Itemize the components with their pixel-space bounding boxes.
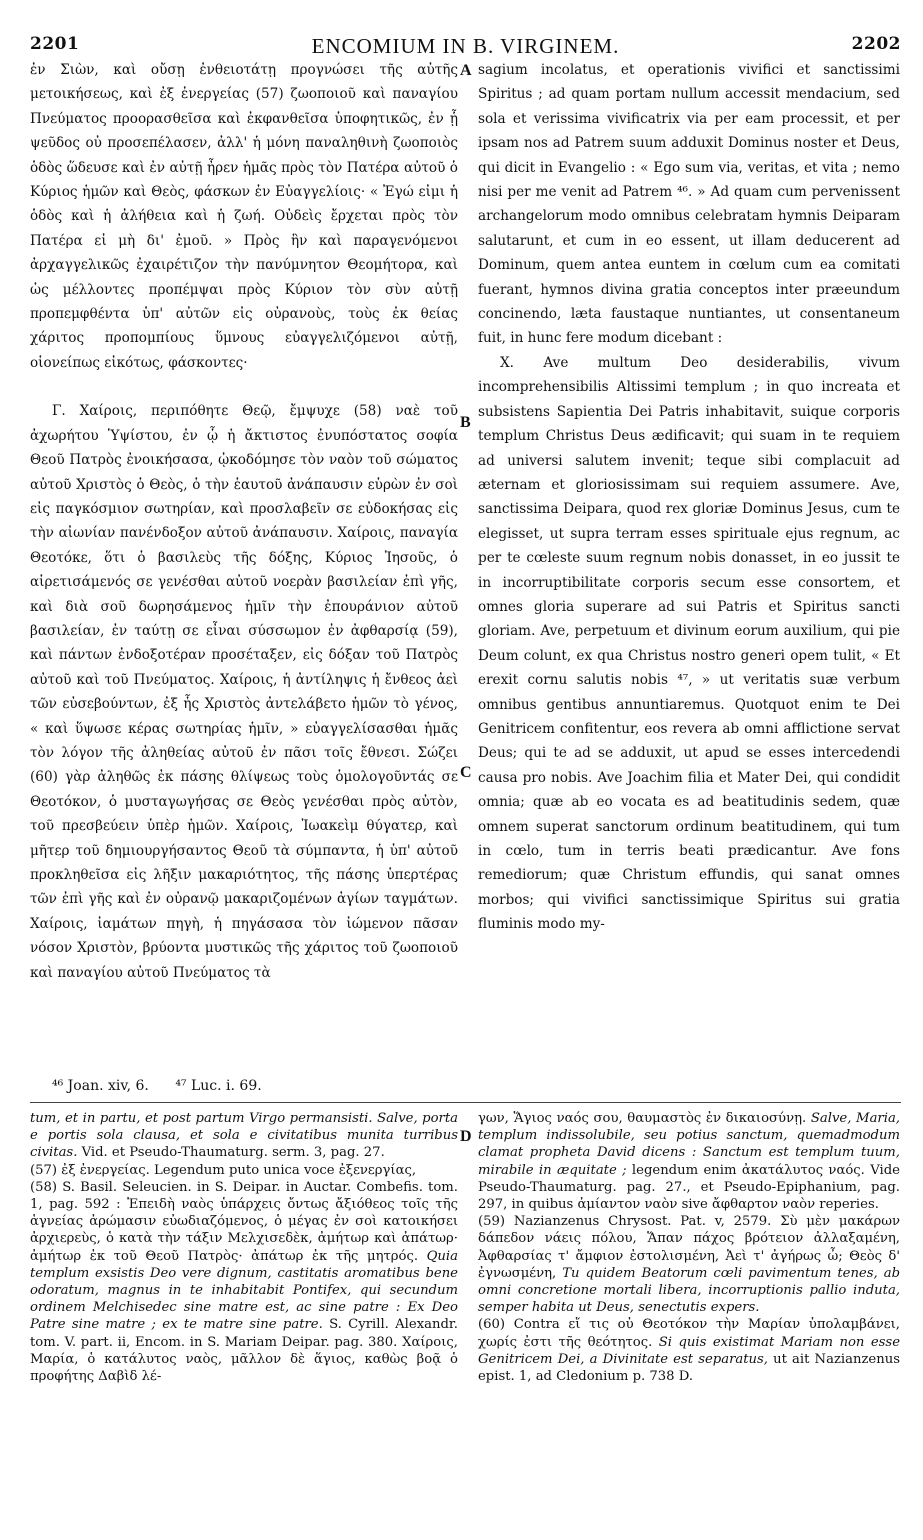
note-58-continued	[478, 1110, 900, 1213]
section-marker-b: B	[460, 414, 471, 431]
note-57: (57) ἐξ ἐνεργείας. Legendum puto unica voce ἐξενεργίας,	[30, 1162, 417, 1178]
page-number-left: 2201	[30, 34, 80, 54]
greek-paragraph-1: ἐν Σιὼν, καὶ οὔσῃ ἐνθειοτάτῃ προγνώσει τῆς αὐτῆς μετοικήσεως, καὶ ἐξ ἐνεργείας (57) ζωοποιοῦ καὶ παναγίου Πνεύματος προορασθεῖσα καὶ ἐκφανθεῖσα ὑποφητικῶς, ἐν ᾗ ψεῦδος οὐ προσεπέλασεν, ἀλλ' ἡ μόνη παναληθινὴ ζωοποιὸς ὁδὸς ὥδευσε καὶ ἐν αὐτῇ ἦρεν ἡμᾶς πρὸς τὸν Πατέρα αὐτοῦ ὁ Κύριος ἡμῶν καὶ Θεὸς, φάσκων ἐν Εὐαγγελίοις· « Ἐγώ εἰμι ἡ ὁδὸς καὶ ἡ ἀλήθεια καὶ ἡ ζωή. Οὐδεὶς ἔρχεται πρὸς τὸν Πατέρα εἰ μὴ δι' ἐμοῦ. » Πρὸς ἣν καὶ παραγενόμενοι ἀρχαγγελικῶς ἐχαιρέτιζον τὴν πανύμνητον Θεομήτορα, καὶ ὡς μέλλοντες προπέμψαι πρὸς Κύριον τὸν σὺν αὐτῇ προπεμφθέντα ὑπ' αὐτῶν εἰς οὐρανοὺς, τοὺς ἐκ θείας χάριτος προπομπίους ὕμνους εὐαγγελιζόμενοι αὐτῇ, οἱονείπως εἰκότως, φάσκοντες·	[30, 62, 458, 371]
note-58-latin: Quia templum exsistis Deo vere dignum, castitatis aromatibus bene odoratum, magnus in te inhabitabit Pontifex, qui secundum ordinem Melchisedec sine matre est, ac sine patre : Ex Deo Patre sine matre ; ex te matre sine patre.	[30, 1248, 458, 1333]
note-60-tail: ut ait Nazianzenus epist. 1, ad Cledonium p. 738 D.	[478, 1351, 900, 1385]
greek-paragraph-2: Γ. Χαίροις, περιπόθητε Θεῷ, ἔμψυχε (58) ναὲ τοῦ ἀχωρήτου Ὑψίστου, ἐν ᾧ ἡ ἄκτιστος ἐνυπόστατος σοφία Θεοῦ Πατρὸς ἐνοικήσασα, ᾠκοδόμησε τὸν ναὸν τοῦ σώματος αὐτοῦ Χριστὸς ὁ Θεὸς, ὁ τὴν ἑαυτοῦ ἀνάπαυσιν εὑρὼν ἐν σοὶ εἰς παγκόσμιον σωτηρίαν, καὶ προσλαβεῖν σε εὐδοκήσας εἰς τὴν αἰωνίαν πανένδοξον αὐτοῦ ἀνάπαυσιν. Χαίροις, παναγία Θεοτόκε, ὅτι ὁ βασιλεὺς τῆς δόξης, Κύριος Ἰησοῦς, ὁ αἱρετισάμενός σε γενέσθαι αὐτοῦ νοερὰν βασιλείαν ἐπὶ γῆς, καὶ διὰ σοῦ δωρησάμενος ἡμῖν τὴν ἐπουράνιον αὐτοῦ βασιλείαν, ἐν ταύτῃ σε εἶναι σύσσωμον ἐν ἀφθαρσίᾳ (59), καὶ πάντων ἐνδοξοτέραν προσέταξεν, εἰς δόξαν τοῦ Πατρὸς αὐτοῦ καὶ τοῦ Πνεύματος. Χαίροις, ἡ ἀντίληψις ἡ ἔνθεος ἀεὶ τῶν εὐσεβούντων, ἐξ ἧς Χριστὸς ἀντελάβετο ἡμῶν τὸ γένος, « καὶ ὕψωσε κέρας σωτηρίας ἡμῖν, » εὐαγγελίσασθαι ἡμᾶς τὸν λόγον τῆς ἀληθείας αὐτοῦ ἐν πᾶσι τοῖς ἔθνεσι. Σώζει (60) γὰρ ἀληθῶς ἐκ πάσης θλίψεως τοὺς ὁμολογοῦντάς σε Θεοτόκον, ὁ μυσταγωγήσας σε Θεὸς γενέσθαι πρὸς αὐτὸν, τοῦ πρεσβεύειν ὑπὲρ ἡμῶν. Χαίροις, Ἰωακεὶμ θύγατερ, καὶ μῆτερ τοῦ δημιουργήσαντος Θεοῦ τὰ σύμπαντα, ἡ ὑπ' αὐτοῦ προκληθεῖσα εἰς λῆξιν μακαριότητος, τῆς πάσης ὑπερτέρας τῶν ἐπὶ γῆς καὶ ἐν οὐρανῷ μακαριζομένων ἁγίων ταγμάτων. Χαίροις, ἰαμάτων πηγὴ, ἡ πηγάσασα τὸν ἰώμενον πᾶσαν νόσον Χριστὸν, βρύοντα μυστικῶς τῆς χάριτος τοῦ ζωοποιοῦ καὶ παναγίου αὐτοῦ Πνεύματος τὰ	[30, 403, 458, 981]
reference-47: ⁴⁷ Luc. i. 69.	[175, 1078, 262, 1094]
section-marker-d: D	[460, 1128, 472, 1145]
note-58c-latin: Salve, Maria, templum indissolubile, seu potius sanctum, quemadmodum clamat propheta David dicens : Sanctum est templum tuum, mirabile in æquitate ;	[478, 1111, 901, 1178]
note-58c-greek: γων, Ἅγιος ναός σου, θαυμαστὸς ἐν δικαιοσύνῃ.	[478, 1111, 811, 1126]
note-continuation-tail: Vid. et Pseudo-Thaumaturg. serm. 3, pag. 27.	[77, 1145, 385, 1161]
note-continuation-italic: tum, et in partu, et post partum Virgo permansisti. Salve, porta e portis sola clausa, et sola e civitatibus munita turribus civitas.	[30, 1111, 458, 1161]
note-60	[478, 1316, 900, 1385]
note-58-cyrill: S. Cyrill. Alexandr. tom. V. part. ii, Encom. in S. Mariam Deipar. pag. 380. Χαίροις, Μαρία, ὁ κατάλυτος ναὸς, μᾶλλον δὲ ἅγιος, καθὼς βοᾷ ὁ προφήτης Δαβὶδ λέ-	[30, 1317, 458, 1385]
note-60-greek: (60) Contra εἴ τις οὐ Θεοτόκον τὴν Μαρίαν ὑπολαμβάνει, χωρίς ἐστι τῆς θεότητος.	[478, 1317, 900, 1350]
notes-right-column	[478, 1110, 900, 1530]
note-58c-tail: legendum enim ἀκατάλυτος ναός. Vide Pseudo-Thaumaturg. pag. 27., et Pseudo-Epiphanium, pag. 297, in quibus ἀμίαντον ναὸν sive ἄφθαρτον ναὸν reperies.	[478, 1162, 900, 1213]
greek-column	[30, 58, 458, 981]
running-title: ENCOMIUM IN B. VIRGINEM.	[311, 34, 620, 58]
page-header	[30, 28, 901, 58]
section-marker-a: A	[460, 62, 472, 79]
note-59	[478, 1213, 900, 1316]
notes-left-column	[30, 1110, 458, 1530]
footnote-divider	[30, 1102, 901, 1103]
section-marker-c: C	[460, 764, 472, 781]
scripture-references	[52, 1078, 284, 1094]
note-59-greek: (59) Nazianzenus Chrysost. Pat. v, 2579. Σὺ μὲν μακάρων δάπεδον νάεις πόλου, Ἅπαν πάχος βρότειον ἀλλαξαμένη, Ἀφθαρσίας τ' ἄμφιον ἐστολισμένη, Ἀεὶ τ' ἀγήρως ὦ; Θεὸς δ' ἐγνωσμένη,	[478, 1214, 900, 1281]
note-continuation	[30, 1110, 458, 1162]
note-59-latin: Tu quidem Beatorum cœli pavimentum tenes, ab omni concretione mortali libera, incorruptionis pallio induta, semper habita ut Deus, senectutis expers.	[478, 1265, 901, 1316]
note-58-greek: (58) S. Basil. Seleucien. in S. Deipar. in Auctar. Combefis. tom. 1, pag. 592 : Ἐπειδὴ ναὸς ὑπάρχεις ὄντως ἄξιόθεος τοῖς τῆς ἁγνείας ἀρώμασιν εὐωδιαζόμενος, ὁ μέγας ἐν σοὶ κατοικήσει ἀρχιερεὺς, ὁ κατὰ τὴν τάξιν Μελχισεδὲκ, ἀμήτωρ καὶ ἀπάτωρ· ἀμήτωρ ἐκ τοῦ Θεοῦ Πατρὸς· ἀπάτωρ ἐκ τῆς μητρός.	[30, 1179, 458, 1264]
reference-46: ⁴⁶ Joan. xiv, 6.	[52, 1078, 149, 1094]
note-58	[30, 1179, 458, 1385]
latin-paragraph-2: X. Ave multum Deo desiderabilis, vivum incomprehensibilis Altissimi templum ; in quo increata et subsistens Sapientia Dei Patris inhabitavit, suique corporis templum Christus Deus ædificavit; qui suam in te requiem ad universi salutem invenit; teque sibi complacuit ad æternam et gloriosissimam sui requiem assumere. Ave, sanctissima Deipara, quod rex gloriæ Dominus Jesus, cum te elegisset, ut supra terram esses spirituale ejus regnum, ac per te cœleste suum regnum nobis donasset, in eo jussit te in incorruptibilitate corporis secum esse consortem, et omnes gloria superare ad sui Patris et Spiritus sancti gloriam. Ave, perpetuum et divinum eorum auxilium, qui pie Deum colunt, ex qua Christus nostro generi opem tulit, « Et erexit cornu salutis nobis ⁴⁷, » ut veritatis suæ verbum omnibus gentibus annuntiaremus. Quotquot enim te Dei Genitricem confitentur, eos revera ab omni afflictione servat Deus; qui te ad se adduxit, ut apud se esses intercedendi causa pro nobis. Ave Joachim filia et Mater Dei, qui condidit omnia; quæ ab eo vocata es ad beatitudinis sedem, quæ omnem superat sanctorum ordinum beatitudinem, qui tum in cœlo, tum in terris beati prædicantur. Ave fons remediorum; quæ Christum effundis, qui sanat omnes morbos; qui vivifici sanctissimique Spiritus sui gratia fluminis modo my-	[478, 354, 900, 933]
latin-column	[478, 58, 900, 933]
latin-paragraph-1: sagium incolatus, et operationis vivifici et sanctissimi Spiritus ; ad quam portam nullum accessit mendacium, sed sola et verissima vivificatrix via per eam processit, et per ipsam nos ad Patrem suum adduxit Dominus noster et Deus, qui dicit in Evangelio : « Ego sum via, veritas, et vita ; nemo nisi per me venit ad Patrem ⁴⁶. » Ad quam cum pervenissent archangelorum modo omnibus celebratam hymnis Deiparam salutarunt, et cum in eo essent, ut illam deducerent ad Dominum, quem antea euntem in cœlum cum ea comitati fuerant, hymnos divina gratia conceptos inter præeundum concinendo, læta faustaque nuntiantes, ut consentaneum fuit, in hunc fere modum dicebant :	[478, 62, 900, 347]
page-number-right: 2202	[851, 34, 901, 54]
note-60-latin: Si quis existimat Mariam non esse Genitricem Dei, a Divinitate est separatus,	[478, 1334, 900, 1367]
